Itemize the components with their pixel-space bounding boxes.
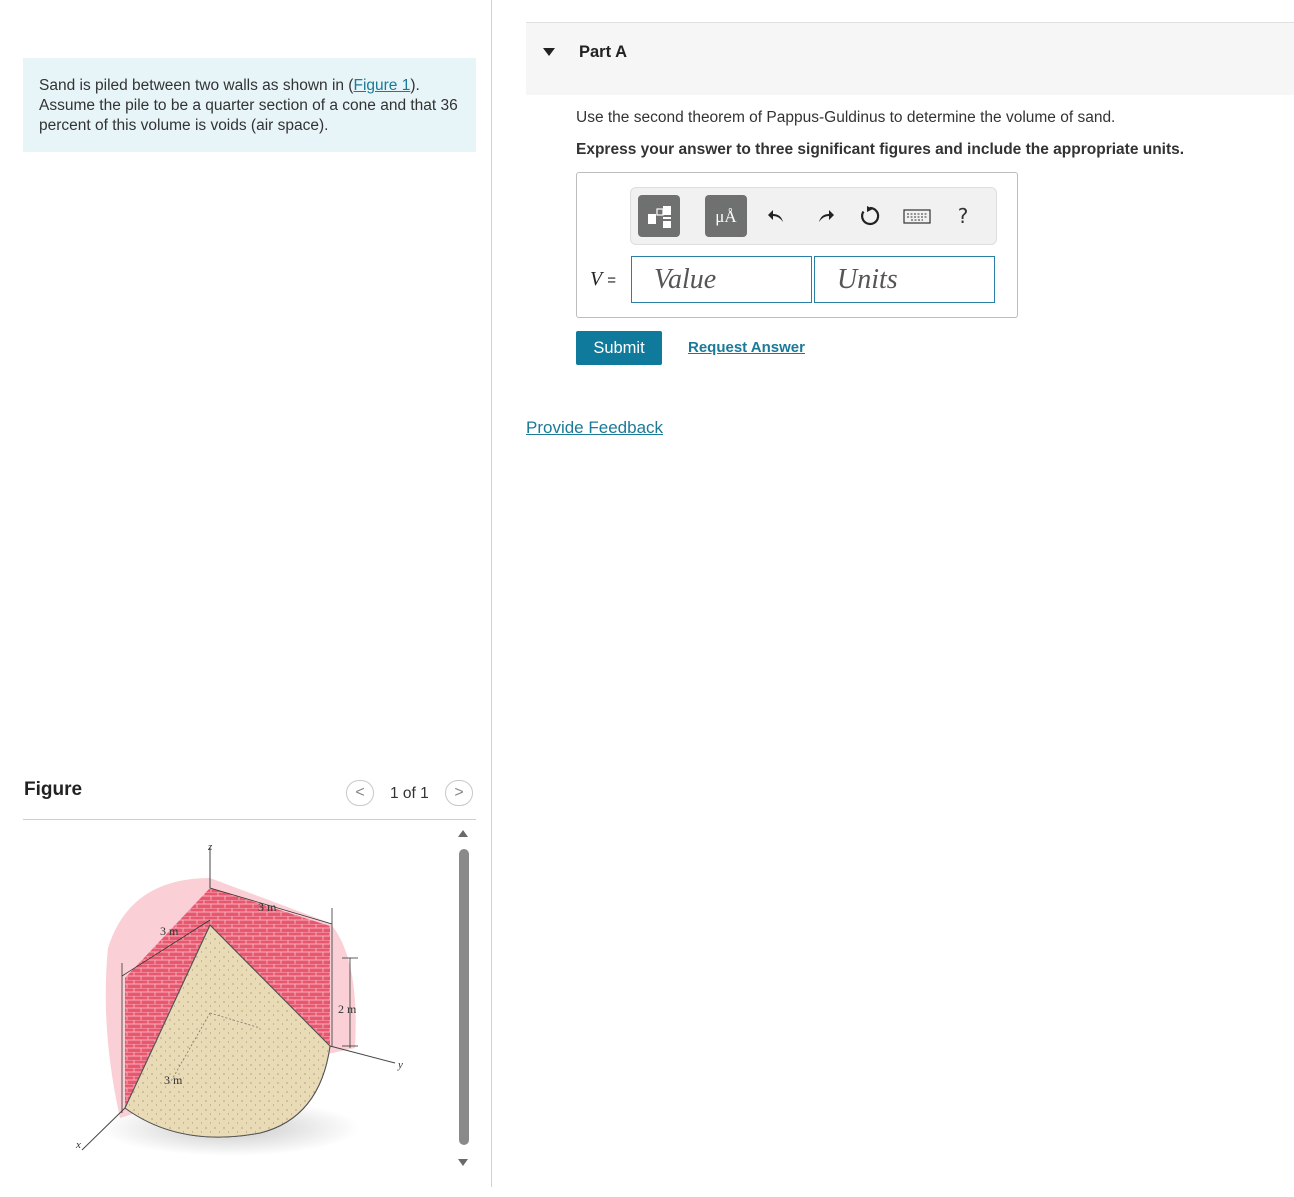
figure-title: Figure: [24, 779, 83, 800]
request-answer-link[interactable]: Request Answer: [688, 339, 805, 356]
caret-down-icon[interactable]: [543, 48, 555, 56]
help-icon[interactable]: ?: [957, 204, 969, 228]
figure-prev-button[interactable]: [346, 780, 374, 806]
figure-pager: 1 of 1: [390, 785, 429, 802]
undo-icon[interactable]: [763, 203, 789, 229]
provide-feedback-link[interactable]: Provide Feedback: [526, 418, 664, 437]
units-symbols-button[interactable]: [705, 195, 747, 237]
dim-label-radius: 3 m: [164, 1073, 183, 1087]
chevron-right-icon: >: [454, 784, 464, 801]
axis-label-z: z: [208, 841, 213, 853]
templates-button[interactable]: [638, 195, 680, 237]
problem-text-start: Sand is piled between two walls as shown in (: [39, 77, 354, 94]
figure-next-button[interactable]: [445, 780, 473, 806]
pane-divider: [491, 0, 492, 1187]
figure-link[interactable]: Figure 1: [353, 77, 411, 94]
variable-symbol: V: [590, 268, 603, 290]
dim-label-height: 2 m: [338, 1002, 357, 1016]
mu-angstrom-icon: μÅ: [715, 207, 737, 226]
problem-text-end: ). Assume the pile to be a quarter section of a cone and that 36 percent of this volume is voids (air space).: [39, 77, 458, 134]
keyboard-icon[interactable]: [903, 203, 931, 229]
scroll-up-arrow-icon[interactable]: [458, 830, 468, 837]
part-title: Part A: [579, 43, 627, 61]
equals-sign: =: [607, 272, 616, 289]
left-pane: [0, 0, 492, 1197]
reset-icon[interactable]: [857, 203, 883, 229]
dim-label-left: 3 m: [160, 924, 179, 938]
redo-icon[interactable]: [813, 203, 839, 229]
scroll-down-arrow-icon[interactable]: [458, 1159, 468, 1166]
templates-icon: [638, 195, 680, 237]
variable-label: [590, 268, 616, 291]
question-text: Use the second theorem of Pappus-Guldinus to determine the volume of sand.: [576, 109, 1116, 126]
dim-label-top: 3 m: [258, 900, 277, 914]
value-input[interactable]: [631, 256, 812, 303]
submit-button[interactable]: Submit: [576, 331, 662, 365]
axis-label-y: y: [398, 1059, 403, 1071]
axis-label-x: x: [76, 1139, 81, 1151]
sand-pile-figure: [60, 828, 420, 1168]
chevron-left-icon: <: [355, 784, 365, 801]
problem-statement: [23, 58, 476, 152]
figure-scrollbar-thumb[interactable]: [459, 849, 469, 1145]
part-a-header[interactable]: [526, 23, 1294, 95]
figure-divider: [23, 819, 476, 820]
instruction-text: Express your answer to three significant figures and include the appropriate units.: [576, 141, 1185, 158]
units-input[interactable]: [814, 256, 995, 303]
